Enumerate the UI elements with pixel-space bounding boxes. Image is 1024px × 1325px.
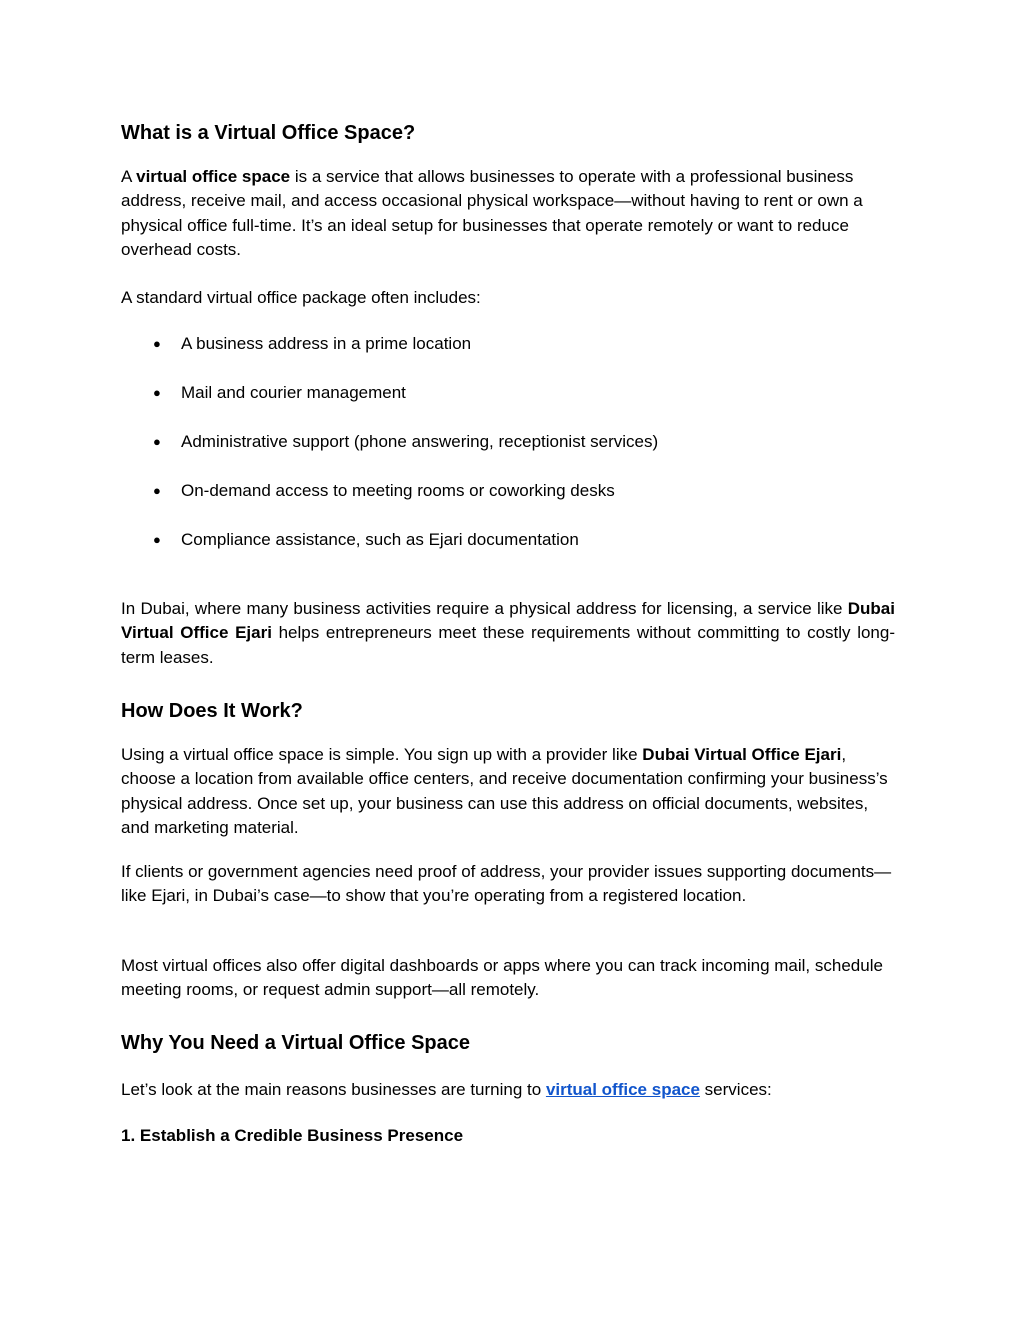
bullet-icon: ●	[153, 385, 161, 400]
list-item-text: A business address in a prime location	[181, 334, 472, 353]
how-p1-prefix: Using a virtual office space is simple. You sign up with a provider like	[121, 745, 643, 764]
section-heading-how-it-works: How Does It Work?	[121, 700, 303, 722]
intro-bold-term: virtual office space	[136, 167, 291, 186]
dubai-bold-term: Dubai Virtual Office Ejari	[121, 599, 895, 643]
list-item-text: Mail and courier management	[181, 383, 406, 402]
section-heading-why-need: Why You Need a Virtual Office Space	[121, 1032, 470, 1054]
reasons-suffix: services:	[699, 1080, 772, 1099]
virtual-office-space-link[interactable]: virtual office space	[545, 1080, 700, 1099]
reasons-paragraph	[121, 1078, 896, 1102]
reasons-prefix: Let’s look at the main reasons businesses are turning to	[121, 1080, 546, 1099]
list-item-text: Compliance assistance, such as Ejari documentation	[181, 530, 579, 549]
list-item-text: On-demand access to meeting rooms or coworking desks	[181, 481, 615, 500]
dubai-rest: helps entrepreneurs meet these requirements without committing to costly long-term leases.	[121, 623, 895, 667]
intro-paragraph	[121, 165, 896, 263]
intro-prefix: A	[121, 167, 137, 186]
how-paragraph-3: Most virtual offices also offer digital dashboards or apps where you can track incoming mail, schedule meeting rooms, or request admin support—all remotely.	[121, 956, 883, 1000]
how-p1-rest: , choose a location from available office centers, and receive documentation confirming your business’s physical address. Once set up, your business can use this address on official documents, websites, and marketing material.	[121, 745, 888, 838]
bullet-icon: ●	[153, 532, 161, 547]
how-paragraph-1	[121, 743, 896, 841]
bullet-icon: ●	[153, 483, 161, 498]
how-paragraph-2: If clients or government agencies need proof of address, your provider issues supporting documents—like Ejari, in Dubai’s case—to show that you’re operating from a registered location.	[121, 862, 892, 906]
package-intro: A standard virtual office package often includes:	[121, 288, 481, 307]
dubai-prefix: In Dubai, where many business activities require a physical address for licensing, a service like	[121, 599, 848, 618]
bullet-icon: ●	[153, 434, 161, 449]
bullet-icon: ●	[153, 336, 161, 351]
intro-rest: is a service that allows businesses to operate with a professional business address, receive mail, and access occasional physical workspace—without having to rent or own a physical office full-time. It’s an ideal setup for businesses that operate remotely or want to reduce overhead costs.	[121, 167, 863, 260]
how-p1-bold-term: Dubai Virtual Office Ejari	[642, 745, 842, 764]
dubai-paragraph	[121, 597, 895, 670]
subheading-credible-presence: 1. Establish a Credible Business Presence	[121, 1126, 464, 1145]
section-heading-what-is: What is a Virtual Office Space?	[121, 122, 416, 144]
list-item-text: Administrative support (phone answering, receptionist services)	[181, 432, 659, 451]
